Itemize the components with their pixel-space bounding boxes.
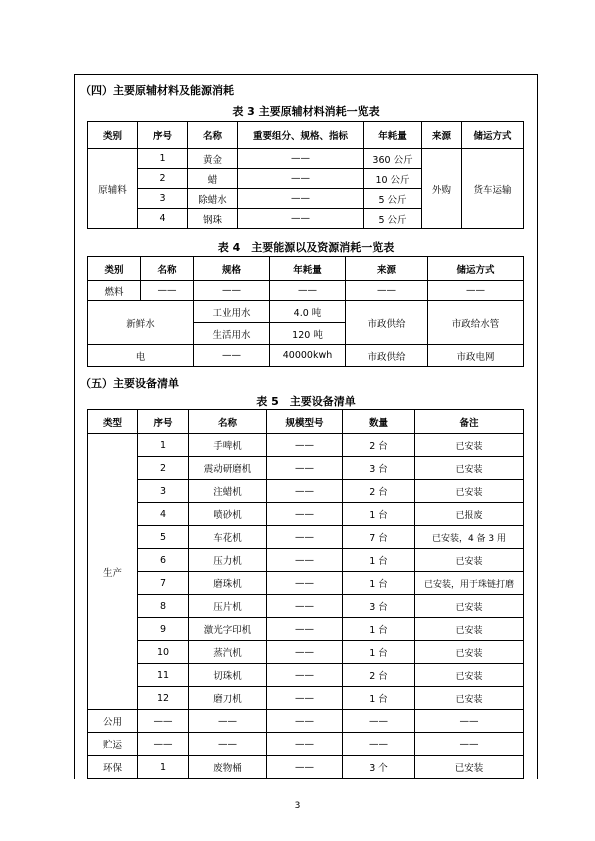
cell-no: 1	[138, 149, 188, 169]
water-industrial-amount: 4.0 吨	[270, 301, 346, 323]
table3-header: 储运方式	[462, 122, 524, 149]
cell-qty: 1 台	[343, 572, 415, 595]
table4-header-row	[88, 257, 524, 281]
cell-name: 压力机	[189, 549, 267, 572]
table4-header: 规格	[194, 257, 270, 281]
table5-caption: 表 5 主要设备清单	[256, 395, 356, 408]
cell-no: 2	[138, 169, 188, 189]
cell-model: ——	[267, 664, 343, 687]
table5-other-body	[88, 710, 524, 779]
water-domestic-amount: 120 吨	[270, 323, 346, 345]
cell-type: 环保	[88, 756, 138, 779]
water-transport: 市政给水管	[428, 301, 524, 345]
cell-qty: 3 台	[343, 457, 415, 480]
cell-spec: ——	[238, 209, 364, 229]
cell-name: 喷砂机	[189, 503, 267, 526]
table5-header: 规模型号	[267, 410, 343, 434]
table3-header: 重要组分、规格、指标	[238, 122, 364, 149]
cell-no: 3	[138, 189, 188, 209]
cell-qty: 3 台	[343, 595, 415, 618]
cell-note: 已安装	[415, 618, 524, 641]
cell-note: ——	[415, 733, 524, 756]
cell-name: 蒸汽机	[189, 641, 267, 664]
production-type: 生产	[88, 434, 138, 710]
table-row	[88, 345, 524, 367]
table5-production-body	[88, 434, 524, 710]
table-row	[88, 526, 524, 549]
cell-no: 9	[138, 618, 189, 641]
cell-qty: ——	[343, 710, 415, 733]
cell-name: 磨刀机	[189, 687, 267, 710]
table-row	[88, 281, 524, 301]
cell-no: ——	[138, 710, 189, 733]
cell-spec: ——	[238, 169, 364, 189]
cell-spec: ——	[238, 189, 364, 209]
cell-qty: 2 台	[343, 664, 415, 687]
cell-note: 已安装	[415, 664, 524, 687]
fuel-category: 燃料	[88, 281, 141, 301]
water-domestic-spec: 生活用水	[194, 323, 270, 345]
cell-model: ——	[267, 733, 343, 756]
cell-name: 除蜡水	[188, 189, 238, 209]
cell-model: ——	[267, 434, 343, 457]
cell-model: ——	[267, 618, 343, 641]
cell-qty: 1 台	[343, 687, 415, 710]
table5-header: 备注	[415, 410, 524, 434]
cell-no: 2	[138, 457, 189, 480]
cell-name: 钢珠	[188, 209, 238, 229]
table4-header: 年耗量	[270, 257, 346, 281]
cell-name: 磨珠机	[189, 572, 267, 595]
table5-header: 名称	[189, 410, 267, 434]
cell-note: 已安装	[415, 641, 524, 664]
cell-no: 4	[138, 209, 188, 229]
water-category: 新鲜水	[88, 301, 194, 345]
fuel-amount: ——	[270, 281, 346, 301]
power-spec: ——	[194, 345, 270, 367]
table3-caption: 表 3 主要原辅材料消耗一览表	[232, 105, 380, 118]
table3-source: 外购	[422, 149, 462, 229]
page-number: 3	[294, 801, 301, 811]
cell-model: ——	[267, 641, 343, 664]
cell-no: 11	[138, 664, 189, 687]
cell-note: 已报废	[415, 503, 524, 526]
table5-header: 序号	[138, 410, 189, 434]
cell-no: 6	[138, 549, 189, 572]
cell-name: 注蜡机	[189, 480, 267, 503]
table3-header: 名称	[188, 122, 238, 149]
table3-header-row	[88, 122, 524, 149]
cell-no: 7	[138, 572, 189, 595]
cell-note: 已安装	[415, 457, 524, 480]
cell-model: ——	[267, 756, 343, 779]
cell-qty: 1 台	[343, 641, 415, 664]
cell-no: 1	[138, 756, 189, 779]
section5-title: （五）主要设备清单	[80, 377, 179, 390]
table3-header: 序号	[138, 122, 188, 149]
cell-name: 压片机	[189, 595, 267, 618]
cell-type: 公用	[88, 710, 138, 733]
cell-name: 废物桶	[189, 756, 267, 779]
table-row	[88, 549, 524, 572]
cell-name: 车花机	[189, 526, 267, 549]
table-row	[88, 710, 524, 733]
fuel-name: ——	[141, 281, 194, 301]
cell-qty: 3 个	[343, 756, 415, 779]
cell-name: 切珠机	[189, 664, 267, 687]
water-industrial-spec: 工业用水	[194, 301, 270, 323]
cell-no: 4	[138, 503, 189, 526]
power-category: 电	[88, 345, 194, 367]
fuel-source: ——	[346, 281, 428, 301]
table5-header: 数量	[343, 410, 415, 434]
table4-caption: 表 4 主要能源以及资源消耗一览表	[217, 241, 395, 254]
cell-name: 激光字印机	[189, 618, 267, 641]
cell-name: ——	[189, 710, 267, 733]
fuel-transport: ——	[428, 281, 524, 301]
cell-name: 蜡	[188, 169, 238, 189]
table4-header: 储运方式	[428, 257, 524, 281]
cell-qty: 7 台	[343, 526, 415, 549]
cell-amount: 360 公斤	[364, 149, 422, 169]
cell-no: ——	[138, 733, 189, 756]
cell-note: 已安装，用于珠链打磨	[415, 572, 524, 595]
cell-name: 黄金	[188, 149, 238, 169]
cell-qty: 2 台	[343, 480, 415, 503]
cell-no: 10	[138, 641, 189, 664]
table-row	[88, 480, 524, 503]
cell-no: 3	[138, 480, 189, 503]
table4-header: 来源	[346, 257, 428, 281]
cell-no: 5	[138, 526, 189, 549]
cell-no: 12	[138, 687, 189, 710]
power-source: 市政供给	[346, 345, 428, 367]
water-source: 市政供给	[346, 301, 428, 345]
table-row	[88, 733, 524, 756]
table3	[87, 121, 524, 229]
cell-spec: ——	[238, 149, 364, 169]
cell-qty: 2 台	[343, 434, 415, 457]
cell-note: 已安装	[415, 434, 524, 457]
cell-model: ——	[267, 572, 343, 595]
table-row	[88, 595, 524, 618]
table-row	[88, 434, 524, 457]
cell-model: ——	[267, 457, 343, 480]
cell-model: ——	[267, 503, 343, 526]
fuel-spec: ——	[194, 281, 270, 301]
cell-model: ——	[267, 595, 343, 618]
cell-model: ——	[267, 710, 343, 733]
table5-header-row	[88, 410, 524, 434]
cell-no: 8	[138, 595, 189, 618]
table-row	[88, 572, 524, 595]
cell-note: 已安装	[415, 687, 524, 710]
cell-model: ——	[267, 526, 343, 549]
cell-note: ——	[415, 710, 524, 733]
cell-amount: 10 公斤	[364, 169, 422, 189]
table5-header: 类型	[88, 410, 138, 434]
cell-amount: 5 公斤	[364, 189, 422, 209]
cell-name: 手啤机	[189, 434, 267, 457]
power-transport: 市政电网	[428, 345, 524, 367]
cell-amount: 5 公斤	[364, 209, 422, 229]
cell-qty: 1 台	[343, 618, 415, 641]
table4-header: 名称	[141, 257, 194, 281]
cell-type: 贮运	[88, 733, 138, 756]
cell-qty: 1 台	[343, 549, 415, 572]
table5	[87, 409, 524, 779]
cell-note: 已安装	[415, 756, 524, 779]
cell-name: ——	[189, 733, 267, 756]
table-row	[88, 756, 524, 779]
table3-header: 年耗量	[364, 122, 422, 149]
cell-model: ——	[267, 549, 343, 572]
table-row	[88, 503, 524, 526]
cell-note: 已安装	[415, 595, 524, 618]
table3-category: 原辅料	[88, 149, 138, 229]
cell-note: 已安装	[415, 480, 524, 503]
table-row	[88, 149, 524, 169]
table-row	[88, 618, 524, 641]
table4-header: 类别	[88, 257, 141, 281]
table-row	[88, 301, 524, 323]
table3-transport: 货车运输	[462, 149, 524, 229]
cell-note: 已安装，4 备 3 用	[415, 526, 524, 549]
table-row	[88, 687, 524, 710]
table3-header: 类别	[88, 122, 138, 149]
cell-no: 1	[138, 434, 189, 457]
cell-note: 已安装	[415, 549, 524, 572]
power-amount: 40000kwh	[270, 345, 346, 367]
cell-model: ——	[267, 480, 343, 503]
cell-name: 震动研磨机	[189, 457, 267, 480]
cell-qty: ——	[343, 733, 415, 756]
cell-model: ——	[267, 687, 343, 710]
section4-title: （四）主要原辅材料及能源消耗	[80, 84, 234, 97]
table-row	[88, 664, 524, 687]
table3-header: 来源	[422, 122, 462, 149]
table4	[87, 256, 524, 367]
cell-qty: 1 台	[343, 503, 415, 526]
table-row	[88, 457, 524, 480]
table-row	[88, 641, 524, 664]
